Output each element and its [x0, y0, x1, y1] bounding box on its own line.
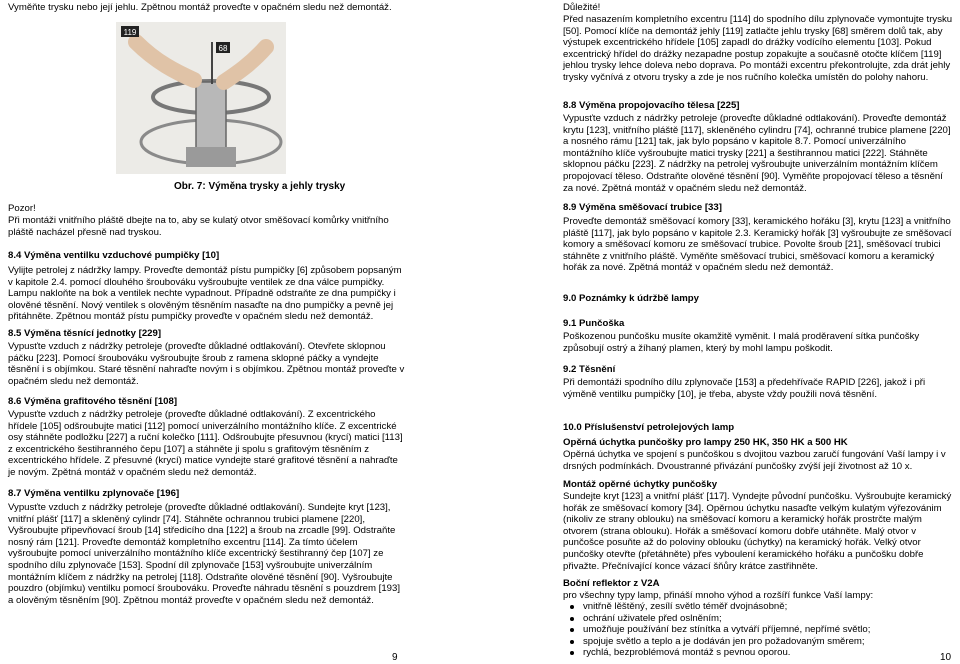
section-8-4-text: Vylijte petrolej z nádržky lampy. Proveďte demontáž pístu pumpičky [6] způsobem popsaným v kapitole 2.4. pomocí dlouhého šroubováku vyšroubujte ventilek ze dna válce pumpičky. Lampu nakloňte na bok a ventilek nechte vypadnout. Případně odstraňte ze dna pumpičky i olověné těsnění. Nový ventilek s olověným těsněním nasaďte na dno pumpičky a pevně jej přitáhněte. Zpětnou montáž pístu pumpičky proveďte v opačném sledu než demontáž.	[8, 265, 402, 323]
section-montaz-text: Sundejte kryt [123] a vnitřní plášť [117]. Vyndejte původní punčošku. Vyšroubujte keramický hořák ze směšovací komory [34]. Opěrnou úchytku nasaďte velkým kulatým výřezovánim (nikoliv ze strany oblouku) na směšovací komoru a keramický hořák prostrčte malým otvorem (strana oblouku). Hořák a směšovací komoru dobře utáhněte. Malý otvor v punčošce posuňte až do poloviny oblouku (úchytky) na keramický hořák. Velký otvor punčošky otevřte (přetáhněte) přes vyboulení keramického hořáku a punčošku dobře přivažte. Přečnívající konce vázací šňůry krátce zastřihněte.	[563, 491, 952, 572]
list-item: vnitřně lěštěný, zesílí světlo téměř dvojnásobně;	[563, 601, 955, 613]
section-8-6-title: 8.6 Výměna grafitového těsnění [108]	[8, 396, 178, 407]
section-uchytka-text: Opěrná úchytka ve spojení s punčoškou s dvojitou vazbou zaručí fungování Vaší lampy i v drsných podmínkách. Dvoustranné přivázání punčošky zvýší její životnost až 10 x.	[563, 449, 946, 472]
section-8-5-title: 8.5 Výměna těsnící jednotky [229]	[8, 328, 162, 339]
photo-label-119: 119	[123, 28, 137, 37]
intro-text: Vyměňte trysku nebo její jehlu. Zpětnou montáž proveďte v opačném sledu než demontáž.	[8, 2, 392, 13]
section-8-7-title: 8.7 Výměna ventilku zplynovače [196]	[8, 488, 180, 499]
section-8-9-text: Proveďte demontáž směšovací komory [33], keramického hořáku [3], krytu [123] a vnitřního pláště [117], jak bylo popsáno v kapitole 2.3. Keramický hořák [3] vyšroubujte ze směšovací komory a směšovací komoru ze směšovací trubice. Povolte šroub [21], směšovací trubici stáhněte z vnitřního pláště. Vyměňte směšovací trubici, směšovací komoru a keramický hořák za nové. Zpětná montáž v opačném sledu než demontáž.	[563, 216, 952, 274]
important-title: Důležité!	[563, 2, 601, 13]
section-8-8-title: 8.8 Výměna propojovacího tělesa [225]	[563, 100, 740, 111]
reflektor-benefits-list	[563, 601, 955, 659]
list-item: umožňuje používání bez stínítka a vytváří příjemné, nepřímé světlo;	[563, 624, 955, 636]
list-item: ochrání uživatele před oslněním;	[563, 613, 955, 625]
list-item: spojuje světlo a teplo a je dodáván jen pro požadovaným směrem;	[563, 636, 955, 648]
section-reflektor-text: pro všechny typy lamp, přináší mnoho výhod a rozšíří funkce Vaší lampy:	[563, 590, 874, 601]
section-reflektor-title: Boční reflektor z V2A	[563, 578, 660, 589]
page-number-right: 10	[940, 652, 952, 663]
section-uchytka-title: Opěrná úchytka punčošky pro lampy 250 HK, 350 HK a 500 HK	[563, 437, 848, 448]
warning-text: Při montáži vnitřního pláště dbejte na to, aby se kulatý otvor směšovací komůrky vnitřního pláště nacházel přesně nad tryskou.	[8, 215, 389, 238]
section-8-6-text: Vypusťte vzduch z nádržky petroleje (proveďte důkladné odtlakování). Z excentrického hřídele [105] odšroubujte matici [112] pomocí univerzálního montážního klíče. Z excentrické osy stáhněte podložku [227] a ruční kolečko [111]. Odšroubujte přesuvnou (krycí) matici [113] z excentrického šestihranného čepu [107] a stáhněte ji spolu s grafitovým těsněním z excentrického hřídele. Z přesuvné (krycí) matice vyndejte staré grafitové těsnění a nahraďte je novým. Zpětná montáž v opačném sledu než demontáž.	[8, 409, 403, 478]
section-montaz-title: Montáž opěrné úchytky punčošky	[563, 479, 718, 490]
figure-caption: Obr. 7: Výměna trysky a jehly trysky	[174, 181, 346, 192]
section-9-0-title: 9.0 Poznámky k údržbě lampy	[563, 293, 699, 304]
section-9-1-title: 9.1 Punčoška	[563, 318, 625, 329]
figure-photo	[116, 22, 286, 174]
warning-title: Pozor!	[8, 203, 36, 214]
section-9-2-title: 9.2 Těsnění	[563, 364, 616, 375]
page-number-left: 9	[392, 652, 398, 663]
list-item: rychlá, bezproblémová montáž s pevnou oporou.	[563, 647, 955, 659]
section-9-1-text: Poškozenou punčošku musíte okamžitě vyměnit. I malá proděravení sítka punčošky způsobují ostrý a žíhaný plamen, který by mohl lampu poškodit.	[563, 331, 920, 354]
section-8-9-title: 8.9 Výměna směšovací trubice [33]	[563, 202, 722, 213]
section-8-8-text: Vypusťte vzduch z nádržky petroleje (proveďte důkladné odtlakování). Proveďte demontáž krytu [123], vnitřního pláště [117], skleněného cylindru [74], ochranné trubice plamene [220] a nosného rámu [121] tak, jak bylo popsáno v kapitole 8.7. Pomocí univerzálního montážního klíče vyšroubujte matici trysky [221] a šestihrannou matici [222]. Stáhněte sklopnou páčku [223]. Z nádržky na petrolej vyšroubujte univerzálním montážním klíčem propojovací těleso. Odstraňte olověné těsnění [90]. Vyměňte propojovací těleso a těsnění za nové. Zpětná montáž v opačném sledu než demontáž.	[563, 113, 951, 194]
photo-label-68: 68	[218, 44, 228, 53]
section-9-2-text: Při demontáži spodního dílu zplynovače [153] a předehřívače RAPID [226], jakož i při výměně ventilku pumpičky [10], je třeba, abyste vždy použili nová těsnění.	[563, 377, 926, 400]
section-8-7-text: Vypusťte vzduch z nádržky petroleje (proveďte důkladné odtlakování). Sundejte kryt [123], vnitřní plášť [117] a skleněný cylindr [74]. Stáhněte ochrannou trubici plamene [220], Vyšroubujte připevňovací šroub [14] středicího dna [122] a šroub na zrcadle [99]. Odstraňte nosný rám [121]. Proveďte demontáž kompletního excentru [114]. Za tímto účelem vyšroubujte pomocí univerzálního montážního klíče excentrický šestihranný čep [107] ze spodního dílu zplynovače [153]. Spodní díl zplynovače [153] vyšroubujte univerzálním montážním klíčem z nádržky na petrolej [118]. Odstraňte olověné těsnění [90]. Vyšroubujte pouzdro (objímku) ventilku pomocí šroubováku. Proveďte náhradu těsnění s pouzdrem [193] a olověným těsněním [90]. Zpětnou montáž proveďte v opačném sledu než demontáž.	[8, 502, 400, 606]
section-8-4-title: 8.4 Výměna ventilku vzduchové pumpičky [10]	[8, 250, 220, 261]
important-text: Před nasazením kompletního excentru [114] do spodního dílu zplynovače vymontujte trysku [50]. Pomocí klíče na demontáž jehly [119] zatlačte jehlu trysky [68] směrem dolů tak, aby výstupek excentrického hřídele [105] zapadl do drážky vodícího elementu [103]. Pokud excentrický hřídel do drážky nezapadne postup zopakujte a současně otočte klíčem [119] jehlou trysky lehce doleva nebo doprava. Po montáži excentru překontrolujte, zda drát jehly trysky vyčnívá z otvoru trysky a zde je nos ručního kolečka umístěn do polohy nahoru.	[563, 14, 953, 83]
section-8-5-text: Vypusťte vzduch z nádržky petroleje (proveďte důkladné odtlakování). Otevřete sklopnou páčku [223]. Pomocí šroubováku vyšroubujte šroub z ramena sklopné páčky a vyndejte těsnění i s objímkou. Staré těsnění nahraďte novým i s objímkou. Zpětnou montáž proveďte v opačném sledu než demontáž.	[8, 341, 405, 387]
section-10-0-title: 10.0 Příslušenství petrolejových lamp	[563, 422, 735, 433]
lantern-nozzle-illustration	[116, 22, 286, 174]
